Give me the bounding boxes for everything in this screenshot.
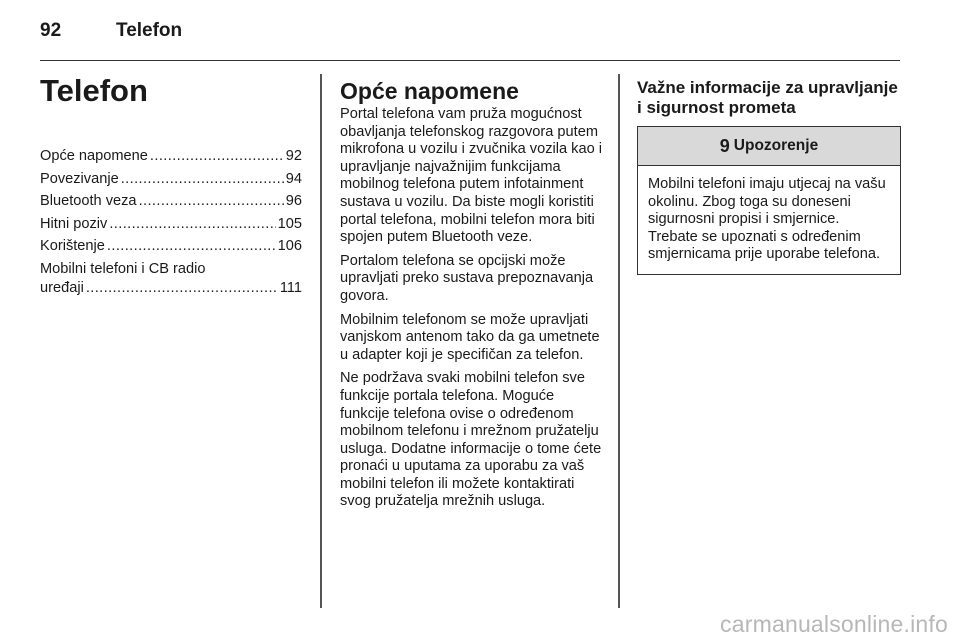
paragraph: Portalom telefona se opcijski može upravljati preko sustava prepoznavanja govora. (340, 252, 594, 304)
toc-page: 94 (285, 170, 302, 187)
toc-item[interactable] (40, 147, 302, 167)
toc-item[interactable] (40, 192, 302, 212)
general-notes-column (340, 78, 606, 517)
toc-item[interactable] (40, 215, 302, 235)
paragraph: Portal telefona vam pruža mogućnost obavljanja telefonskog razgovora putem mikrofona u vozilu i zvučnika vozila kao i upravljanje najvažnijim funkcijama mobilnog telefona putem infotainment sustava u vozilu. Da biste mogli koristiti portal telefona, mobilni telefon mora biti spojen putem Bluetooth veze. (340, 106, 602, 246)
toc-item[interactable] (40, 237, 302, 257)
warning-label: Upozorenje (733, 137, 819, 154)
paragraph: Mobilnim telefonom se može upravljati vanjskom antenom tako da ga umetnete u adapter koji je specifičan za telefon. (340, 311, 600, 363)
toc-leader (86, 279, 278, 299)
toc-label: Opće napomene (40, 148, 148, 164)
warning-triangle-icon: 9 (719, 136, 730, 156)
toc-leader (121, 170, 284, 190)
toc-item[interactable] (40, 170, 302, 190)
warning-box (637, 126, 901, 275)
toc-label-line1: Mobilni telefoni i CB radio (40, 260, 206, 277)
warning-text: Mobilni telefoni imaju utjecaj na vašu okolinu. Zbog toga su doneseni sigurnosni propisi i smjernice. Trebate se upoznati s određenim smjernicama prije uporabe telefona. (648, 176, 886, 263)
toc-page: 111 (279, 280, 302, 296)
toc-page: 92 (285, 148, 302, 164)
column-divider (320, 74, 322, 608)
subsection-title: Važne informacije za upravljanje i sigurnost prometa (637, 78, 898, 117)
toc-label: Korištenje (40, 238, 105, 254)
toc-leader (139, 192, 284, 212)
warning-header (638, 127, 900, 166)
toc-page: 105 (277, 215, 302, 232)
toc-label: Povezivanje (40, 170, 119, 187)
chapter-title: Telefon (40, 73, 148, 108)
toc-label: uređaji (40, 280, 84, 296)
paragraph: Ne podržava svaki mobilni telefon sve funkcije portala telefona. Moguće funkcije telefona ovise o određenom mobilnom telefonu i mrežnom pružatelju usluga. Dodatne informacije o tome ćete pronaći u uputama za uporabu za vaš mobilni telefon ili možete kontaktirati svog pružatelja mrežnih usluga. (340, 370, 602, 510)
chapter-column (40, 73, 302, 302)
column-divider (618, 74, 620, 608)
page-header (40, 20, 900, 61)
toc-label: Bluetooth veza (40, 193, 137, 209)
section-title: Opće napomene (340, 78, 519, 104)
watermark: carmanualsonline.info (720, 611, 948, 637)
toc-leader (107, 237, 276, 257)
page-number: 92 (40, 20, 62, 41)
toc-item[interactable] (40, 260, 302, 299)
toc-page: 106 (277, 238, 302, 254)
table-of-contents (40, 147, 302, 299)
safety-column (637, 78, 901, 275)
running-title: Telefon (116, 20, 183, 41)
toc-leader (150, 147, 284, 167)
toc-label: Hitni poziv (40, 215, 108, 232)
toc-page: 96 (285, 193, 302, 209)
toc-leader (109, 215, 275, 235)
